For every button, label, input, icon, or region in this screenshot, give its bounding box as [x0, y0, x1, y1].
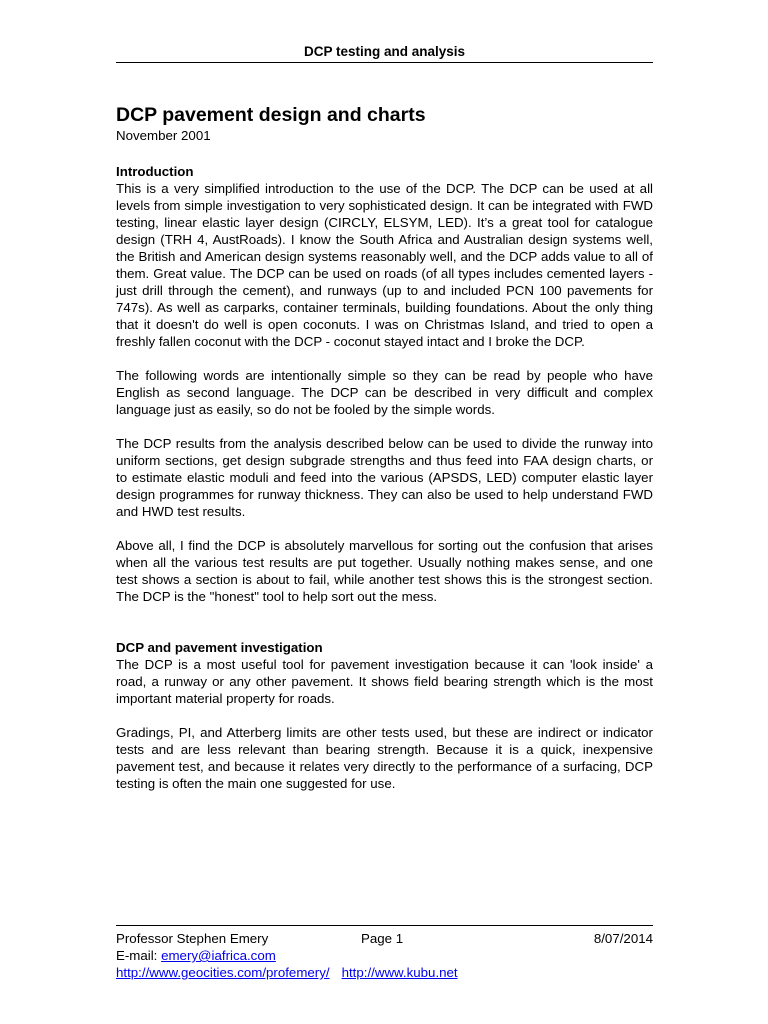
footer-page-number: Page 1 — [361, 931, 404, 946]
intro-paragraph: The following words are intentionally simple so they can be read by people who have English as second language. The DCP can be described in very difficult and complex language just as easily, so do not be fooled by the simple words. — [116, 368, 653, 417]
document-title: DCP pavement design and charts — [116, 104, 426, 126]
footer-row — [116, 930, 653, 947]
footer-email-row — [116, 947, 653, 964]
intro-paragraph: Above all, I find the DCP is absolutely marvellous for sorting out the confusion that arises when all the various test results are put together. Usually nothing makes sense, and one test shows a section is about to fail, while another test shows this is the strongest section. The DCP is the "honest" tool to help sort out the mess. — [116, 538, 653, 604]
investigation-paragraph: The DCP is a most useful tool for pavement investigation because it can 'look inside' a road, a runway or any other pavement. It shows field bearing strength which is the most important material property for roads. — [116, 657, 653, 706]
investigation-heading: DCP and pavement investigation — [116, 640, 323, 655]
page-footer — [116, 925, 653, 981]
document-date: November 2001 — [116, 128, 211, 143]
footer-date: 8/07/2014 — [593, 931, 653, 946]
page-header: DCP testing and analysis — [116, 44, 653, 63]
introduction-heading: Introduction — [116, 164, 194, 179]
intro-paragraph: The DCP results from the analysis described below can be used to divide the runway into uniform sections, get design subgrade strengths and thus feed into FAA design charts, or to estimate elastic moduli and feed into the various (APSDS, LED) computer elastic layer design programmes for runway thickness. They can also be used to help understand FWD and HWD test results. — [116, 436, 653, 519]
footer-author: Professor Stephen Emery — [116, 931, 269, 946]
footer-email-label: E-mail: — [116, 948, 162, 963]
geocities-link[interactable]: http://www.geocities.com/profemery/ — [116, 965, 330, 980]
investigation-paragraph: Gradings, PI, and Atterberg limits are other tests used, but these are indirect or indicator tests and are less relevant than bearing strength. Because it is a quick, inexpensive pavement test, and because it relates very directly to the performance of a surfacing, DCP testing is often the main one suggested for use. — [116, 725, 653, 791]
intro-paragraph: This is a very simplified introduction to the use of the DCP. The DCP can be used at all levels from simple investigation to very sophisticated design. It can be integrated with FWD testing, linear elastic layer design (CIRCLY, ELSYM, LED). It’s a great tool for catalogue design (TRH 4, AustRoads). I know the South Africa and Australian design systems well, the British and American design systems reasonably well, and the DCP adds value to all of them. Great value. The DCP can be used on roads (of all types includes cemented layers - just drill through the cement), and runways (up to and included PCN 100 pavements for 747s). As well as carparks, container terminals, building foundations. About the only thing that it doesn't do well is open coconuts. I was on Christmas Island, and tried to open a freshly fallen coconut with the DCP - coconut stayed intact and I broke the DCP. — [116, 181, 653, 349]
document-body — [116, 103, 653, 809]
spacer — [116, 622, 653, 639]
footer-links-row — [116, 964, 653, 981]
email-link[interactable]: emery@iafrica.com — [161, 948, 276, 963]
kubu-link[interactable]: http://www.kubu.net — [341, 965, 458, 980]
